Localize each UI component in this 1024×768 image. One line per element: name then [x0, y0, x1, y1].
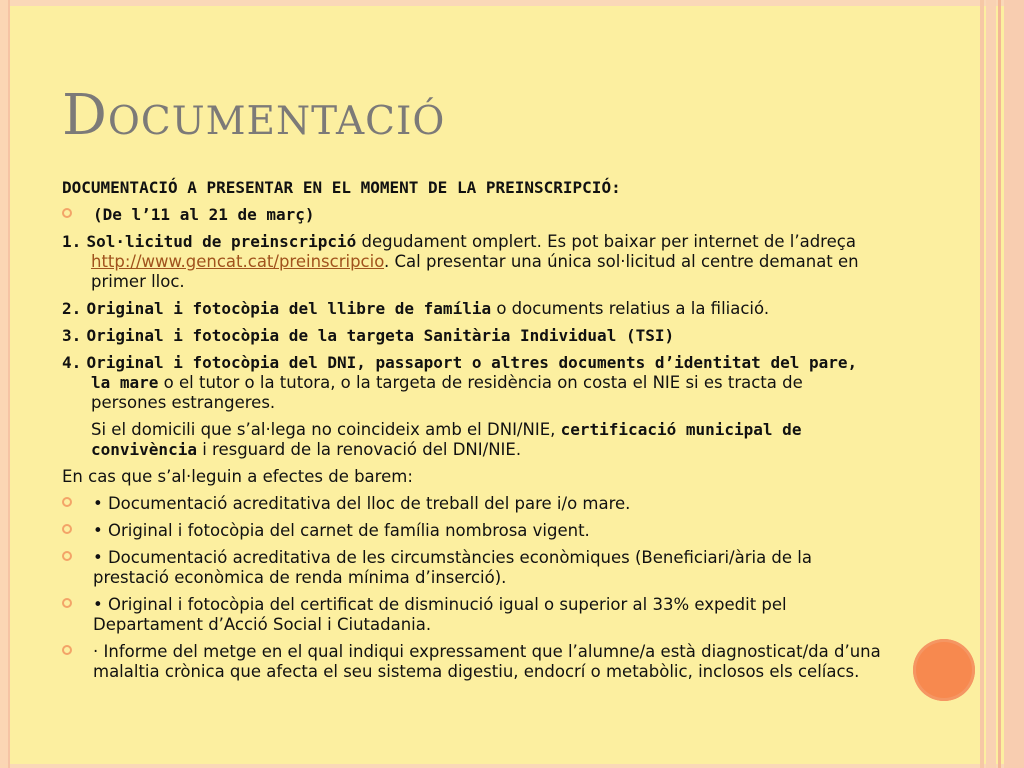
- left-border: [0, 0, 8, 768]
- slide-title: Documentació: [62, 83, 446, 148]
- barem-item: · Informe del metge en el qual indiqui expressament que l’alumne/a està diagnosticat/da d’una malaltia crònica que afecta el seu sistema digestiu, endocrí o metabòlic, inclosos els celíacs.: [62, 642, 882, 682]
- ring-bullet-icon: [62, 598, 72, 608]
- ring-bullet-icon: [62, 551, 72, 561]
- barem-item: • Documentació acreditativa de les circumstàncies econòmiques (Beneficiari/ària de la prestació econòmica de renda mínima d’inserció).: [62, 548, 882, 588]
- top-border: [0, 0, 1024, 6]
- numbered-item-2: 2. Original i fotocòpia del llibre de família o documents relatius a la filiació.: [62, 299, 770, 318]
- barem-item: • Original i fotocòpia del certificat de disminució igual o superior al 33% expedit pel Departament d’Acció Social i Ciutadania.: [62, 595, 882, 635]
- right-stripe: [998, 0, 1001, 768]
- right-stripe: [1004, 0, 1024, 768]
- ring-bullet-icon: [62, 208, 72, 218]
- domicili-note: Si el domicili que s’al·lega no coincideix amb el DNI/NIE, certificació municipal de convivència i resguard de la renovació del DNI/NIE.: [91, 420, 802, 459]
- barem-intro: En cas que s’al·leguin a efectes de barem:: [62, 467, 413, 486]
- bullet-date-range: (De l’11 al 21 de març): [62, 205, 882, 225]
- slide-body: [62, 178, 882, 689]
- numbered-item-4: 4. Original i fotocòpia del DNI, passaport o altres documents d’identitat del pare, la mare o el tutor o la tutora, o la targeta de residència on costa el NIE si es tracta de persones estrangeres.: [62, 353, 858, 412]
- right-stripe: [980, 0, 984, 768]
- left-border-line: [8, 0, 10, 768]
- numbered-item-3: 3. Original i fotocòpia de la targeta Sanitària Individual (TSI): [62, 326, 675, 345]
- ring-bullet-icon: [62, 524, 72, 534]
- section-heading: DOCUMENTACIÓ A PRESENTAR EN EL MOMENT DE LA PREINSCRIPCIÓ:: [62, 178, 621, 197]
- barem-item: • Documentació acreditativa del lloc de treball del pare i/o mare.: [62, 494, 882, 514]
- numbered-item-1: 1. Sol·licitud de preinscripció degudament omplert. Es pot baixar per internet de l’adreça http://www.gencat.cat/preinscripcio. Cal presentar una única sol·licitud al centre demanat en primer lloc.: [62, 232, 859, 291]
- ring-bullet-icon: [62, 645, 72, 655]
- preinscripcio-link[interactable]: http://www.gencat.cat/preinscripcio: [91, 252, 385, 271]
- right-stripe: [986, 0, 996, 768]
- orange-circle-icon: [913, 639, 975, 701]
- ring-bullet-icon: [62, 497, 72, 507]
- barem-item: • Original i fotocòpia del carnet de família nombrosa vigent.: [62, 521, 882, 541]
- bottom-border: [0, 764, 1024, 768]
